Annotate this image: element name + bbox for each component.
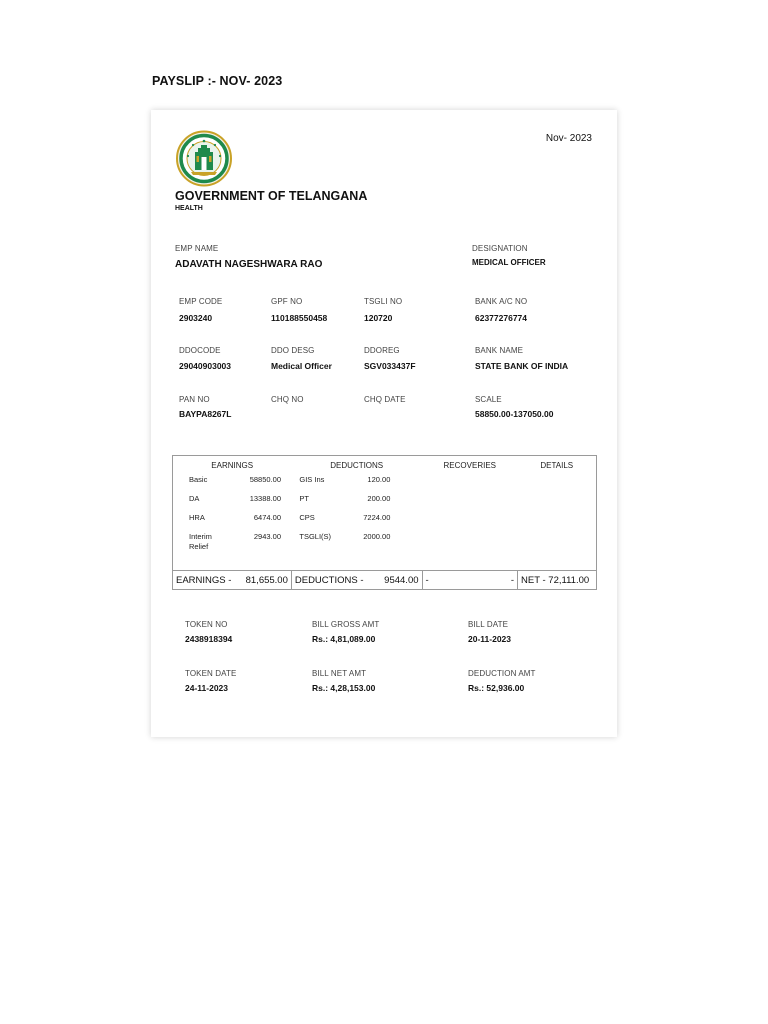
table-row [189, 532, 281, 552]
ddocode-label: DDOCODE [179, 346, 221, 355]
deductions-cell [291, 475, 422, 571]
ddoreg-value: SGV033437F [364, 361, 416, 371]
deductions-total-label: DEDUCTIONS - [294, 574, 364, 586]
designation-label: DESIGNATION [472, 244, 528, 253]
table-row [189, 475, 281, 494]
table-row [299, 494, 390, 513]
recoveries-header: RECOVERIES [443, 461, 496, 470]
government-seal-icon [174, 130, 234, 187]
table-row [189, 494, 281, 513]
tsgli-no-value: 120720 [364, 313, 393, 323]
emp-name-value: ADAVATH NAGESHWARA RAO [175, 259, 323, 270]
deduction-amt-label: DEDUCTION AMT [468, 669, 536, 678]
token-date-label: TOKEN DATE [185, 669, 237, 678]
payslip-card [151, 110, 617, 737]
table-header-row [173, 456, 597, 476]
chq-no-label: CHQ NO [271, 395, 304, 404]
deduction-name: TSGLI(S) [299, 532, 332, 541]
ddoreg-label: DDOREG [364, 346, 400, 355]
earnings-total-label: EARNINGS - [176, 574, 232, 586]
token-no-label: TOKEN NO [185, 620, 228, 629]
gpf-no-value: 110188550458 [271, 313, 328, 323]
pan-no-value: BAYPA8267L [179, 409, 232, 419]
table-row [189, 513, 281, 532]
gpf-no-label: GPF NO [271, 297, 303, 306]
earnings-header: EARNINGS [211, 461, 254, 470]
recoveries-cell [422, 475, 518, 571]
details-header: DETAILS [540, 461, 574, 470]
bill-gross-amt-label: BILL GROSS AMT [312, 620, 380, 629]
scale-label: SCALE [475, 395, 502, 404]
totals-row [173, 571, 597, 590]
deduction-amount: 200.00 [367, 494, 391, 503]
table-row [299, 513, 390, 532]
deduction-name: GIS Ins [299, 475, 325, 484]
bill-gross-amt-value: Rs.: 4,81,089.00 [312, 634, 376, 644]
ddocode-value: 29040903003 [179, 361, 232, 371]
bank-name-label: BANK NAME [475, 346, 524, 355]
earning-amount: 58850.00 [249, 475, 281, 484]
token-no-value: 2438918394 [185, 634, 233, 644]
deduction-name: PT [299, 494, 309, 503]
chq-date-label: CHQ DATE [364, 395, 406, 404]
earnings-total-value: 81,655.00 [245, 574, 288, 586]
bill-net-amt-value: Rs.: 4,28,153.00 [312, 683, 376, 693]
emp-code-value: 2903240 [179, 313, 213, 323]
earning-amount: 13388.00 [249, 494, 281, 503]
deduction-name: CPS [299, 513, 315, 522]
deduction-amt-value: Rs.: 52,936.00 [468, 683, 525, 693]
token-date-value: 24-11-2023 [185, 683, 229, 693]
deduction-amount: 120.00 [367, 475, 391, 484]
table-row [299, 532, 390, 551]
payslip-month: Nov- 2023 [545, 133, 592, 144]
deduction-amount: 2000.00 [363, 532, 391, 541]
earnings-total [173, 571, 292, 590]
bill-date-label: BILL DATE [468, 620, 509, 629]
earning-name: HRA [189, 513, 205, 522]
deduction-amount: 7224.00 [363, 513, 391, 522]
scale-value: 58850.00-137050.00 [475, 409, 554, 419]
table-body-row [173, 475, 597, 571]
bank-ac-no-label: BANK A/C NO [475, 297, 528, 306]
pay-breakdown-table [172, 455, 597, 590]
pan-no-label: PAN NO [179, 395, 210, 404]
recoveries-total-right: - [510, 574, 515, 586]
earning-amount: 6474.00 [253, 513, 281, 522]
earning-amount: 2943.00 [253, 532, 281, 541]
earning-name: DA [189, 494, 200, 503]
deductions-header: DEDUCTIONS [330, 461, 384, 470]
ddo-desg-label: DDO DESG [271, 346, 315, 355]
tsgli-no-label: TSGLI NO [364, 297, 403, 306]
emp-code-label: EMP CODE [179, 297, 223, 306]
designation-value: MEDICAL OFFICER [472, 258, 546, 267]
department-name: HEALTH [175, 205, 203, 212]
ddo-desg-value: Medical Officer [271, 361, 332, 371]
earnings-cell [173, 475, 292, 571]
bill-net-amt-label: BILL NET AMT [312, 669, 367, 678]
deductions-total [291, 571, 422, 590]
details-cell [518, 475, 597, 571]
bank-name-value: STATE BANK OF INDIA [475, 361, 569, 371]
recoveries-total [422, 571, 518, 590]
bank-ac-no-value: 62377276774 [475, 313, 528, 323]
earning-name: Basic [189, 475, 208, 484]
table-row [299, 475, 390, 494]
page-title: PAYSLIP :- NOV- 2023 [152, 74, 283, 88]
organization-name: GOVERNMENT OF TELANGANA [175, 189, 368, 203]
bill-date-value: 20-11-2023 [468, 634, 512, 644]
recoveries-total-left: - [425, 574, 429, 586]
earning-name: Interim Relief [189, 532, 212, 551]
emp-name-label: EMP NAME [175, 244, 219, 253]
deductions-total-value: 9544.00 [384, 574, 419, 586]
net-total: NET - 72,111.00 [518, 571, 597, 590]
